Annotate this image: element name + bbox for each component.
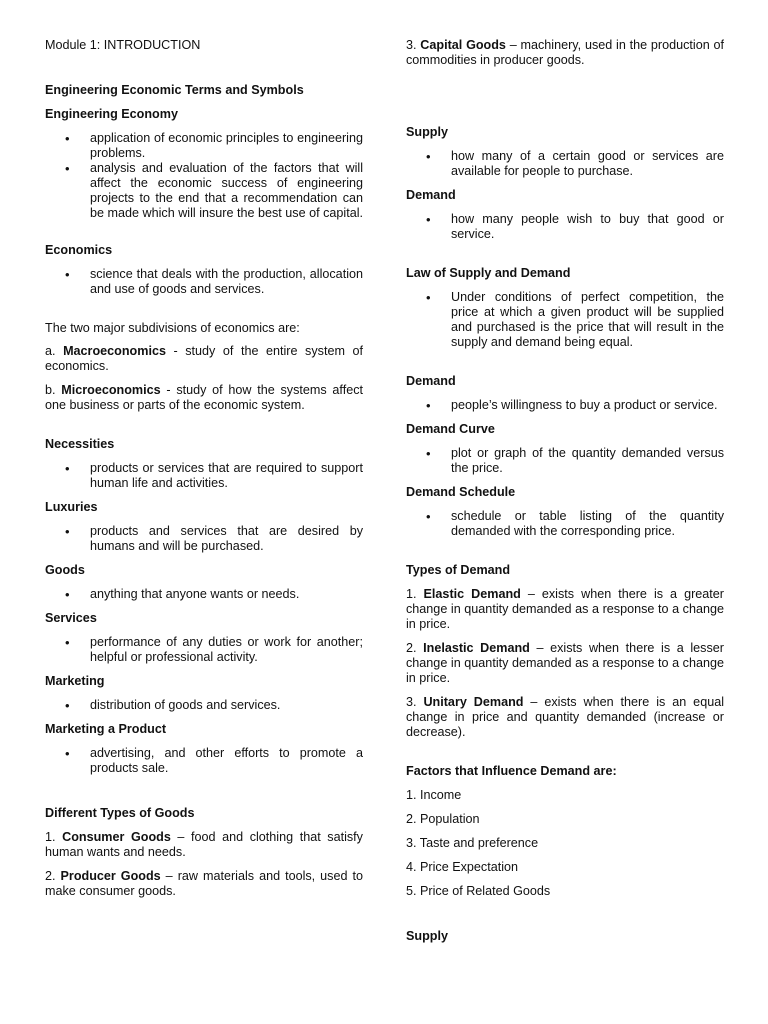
demand-schedule-heading: Demand Schedule <box>406 485 516 499</box>
list-item: • plot or graph of the quantity demanded versus the price. <box>406 446 724 476</box>
consumer-goods-def: 1. Consumer Goods – food and clothing that satisfy human wants and needs. <box>45 830 363 859</box>
demand-heading: Demand <box>406 188 456 202</box>
left-column <box>45 38 363 899</box>
list-item: • analysis and evaluation of the factors that will affect the economic success of engineering projects to the end that a recommendation can be made which will insure the best use of capital. <box>45 161 363 221</box>
factor-item: 3. Taste and preference <box>406 836 539 850</box>
list-item: • anything that anyone wants or needs. <box>45 587 363 602</box>
demand-list <box>406 212 724 242</box>
factor-item: 4. Price Expectation <box>406 860 519 874</box>
list-item: • people’s willingness to buy a product or service. <box>406 398 724 413</box>
services-list <box>45 635 363 665</box>
list-item: • performance of any duties or work for another; helpful or professional activity. <box>45 635 363 665</box>
eng-economy-list <box>45 131 363 221</box>
list-item: • products and services that are desired by humans and will be purchased. <box>45 524 363 554</box>
list-item: • how many people wish to buy that good or service. <box>406 212 724 242</box>
subdivisions-intro: The two major subdivisions of economics are: <box>45 321 300 335</box>
luxuries-heading: Luxuries <box>45 500 98 514</box>
elastic-demand-def: 1. Elastic Demand – exists when there is a greater change in quantity demanded as a response to a change in price. <box>406 587 724 631</box>
factor-item: 1. Income <box>406 788 462 802</box>
luxuries-list <box>45 524 363 554</box>
terms-heading: Engineering Economic Terms and Symbols <box>45 83 304 97</box>
macroeconomics-def: a. Macroeconomics - study of the entire system of economics. <box>45 344 363 373</box>
services-heading: Services <box>45 611 97 625</box>
marketing-product-list <box>45 746 363 776</box>
goods-list <box>45 587 363 602</box>
unitary-demand-def: 3. Unitary Demand – exists when there is an equal change in price and quantity demanded (increase or decrease). <box>406 695 725 739</box>
goods-heading: Goods <box>45 563 85 577</box>
module-title: Module 1: INTRODUCTION <box>45 38 201 52</box>
marketing-heading: Marketing <box>45 674 105 688</box>
demand-list-2 <box>406 398 724 413</box>
factor-item: 2. Population <box>406 812 480 826</box>
demand-curve-heading: Demand Curve <box>406 422 495 436</box>
list-item: • products or services that are required to support human life and activities. <box>45 461 363 491</box>
economics-list <box>45 267 363 297</box>
list-item: • Under conditions of perfect competition, the price at which a given product will be supplied and purchased is the price that will result in the supply and demand being equal. <box>406 290 724 350</box>
capital-goods-def: 3. Capital Goods – machinery, used in the production of commodities in producer goods. <box>406 38 724 67</box>
necessities-heading: Necessities <box>45 437 115 451</box>
factors-heading: Factors that Influence Demand are: <box>406 764 617 778</box>
demand-schedule-list <box>406 509 724 539</box>
supply-list <box>406 149 724 179</box>
list-item: • schedule or table listing of the quantity demanded with the corresponding price. <box>406 509 724 539</box>
eng-economy-heading: Engineering Economy <box>45 107 178 121</box>
list-item: • how many of a certain good or services are available for people to purchase. <box>406 149 724 179</box>
producer-goods-def: 2. Producer Goods – raw materials and tools, used to make consumer goods. <box>45 869 363 898</box>
demand-heading-2: Demand <box>406 374 456 388</box>
factor-item: 5. Price of Related Goods <box>406 884 551 898</box>
marketing-list <box>45 698 363 713</box>
list-item: • application of economic principles to engineering problems. <box>45 131 363 161</box>
list-item: • advertising, and other efforts to promote a products sale. <box>45 746 363 776</box>
marketing-product-heading: Marketing a Product <box>45 722 167 736</box>
law-supply-demand-list <box>406 290 724 350</box>
right-column <box>406 38 724 944</box>
demand-curve-list <box>406 446 724 476</box>
economics-heading: Economics <box>45 243 113 257</box>
necessities-list <box>45 461 363 491</box>
inelastic-demand-def: 2. Inelastic Demand – exists when there is a lesser change in quantity demanded as a response to a change in price. <box>406 641 724 685</box>
microeconomics-def: b. Microeconomics - study of how the systems affect one business or parts of the economic system. <box>45 383 363 412</box>
law-supply-demand-heading: Law of Supply and Demand <box>406 266 571 280</box>
supply-heading-bottom: Supply <box>406 929 448 943</box>
list-item: • science that deals with the production, allocation and use of goods and services. <box>45 267 363 297</box>
list-item: • distribution of goods and services. <box>45 698 363 713</box>
types-demand-heading: Types of Demand <box>406 563 511 577</box>
supply-heading: Supply <box>406 125 448 139</box>
types-goods-heading: Different Types of Goods <box>45 806 195 820</box>
